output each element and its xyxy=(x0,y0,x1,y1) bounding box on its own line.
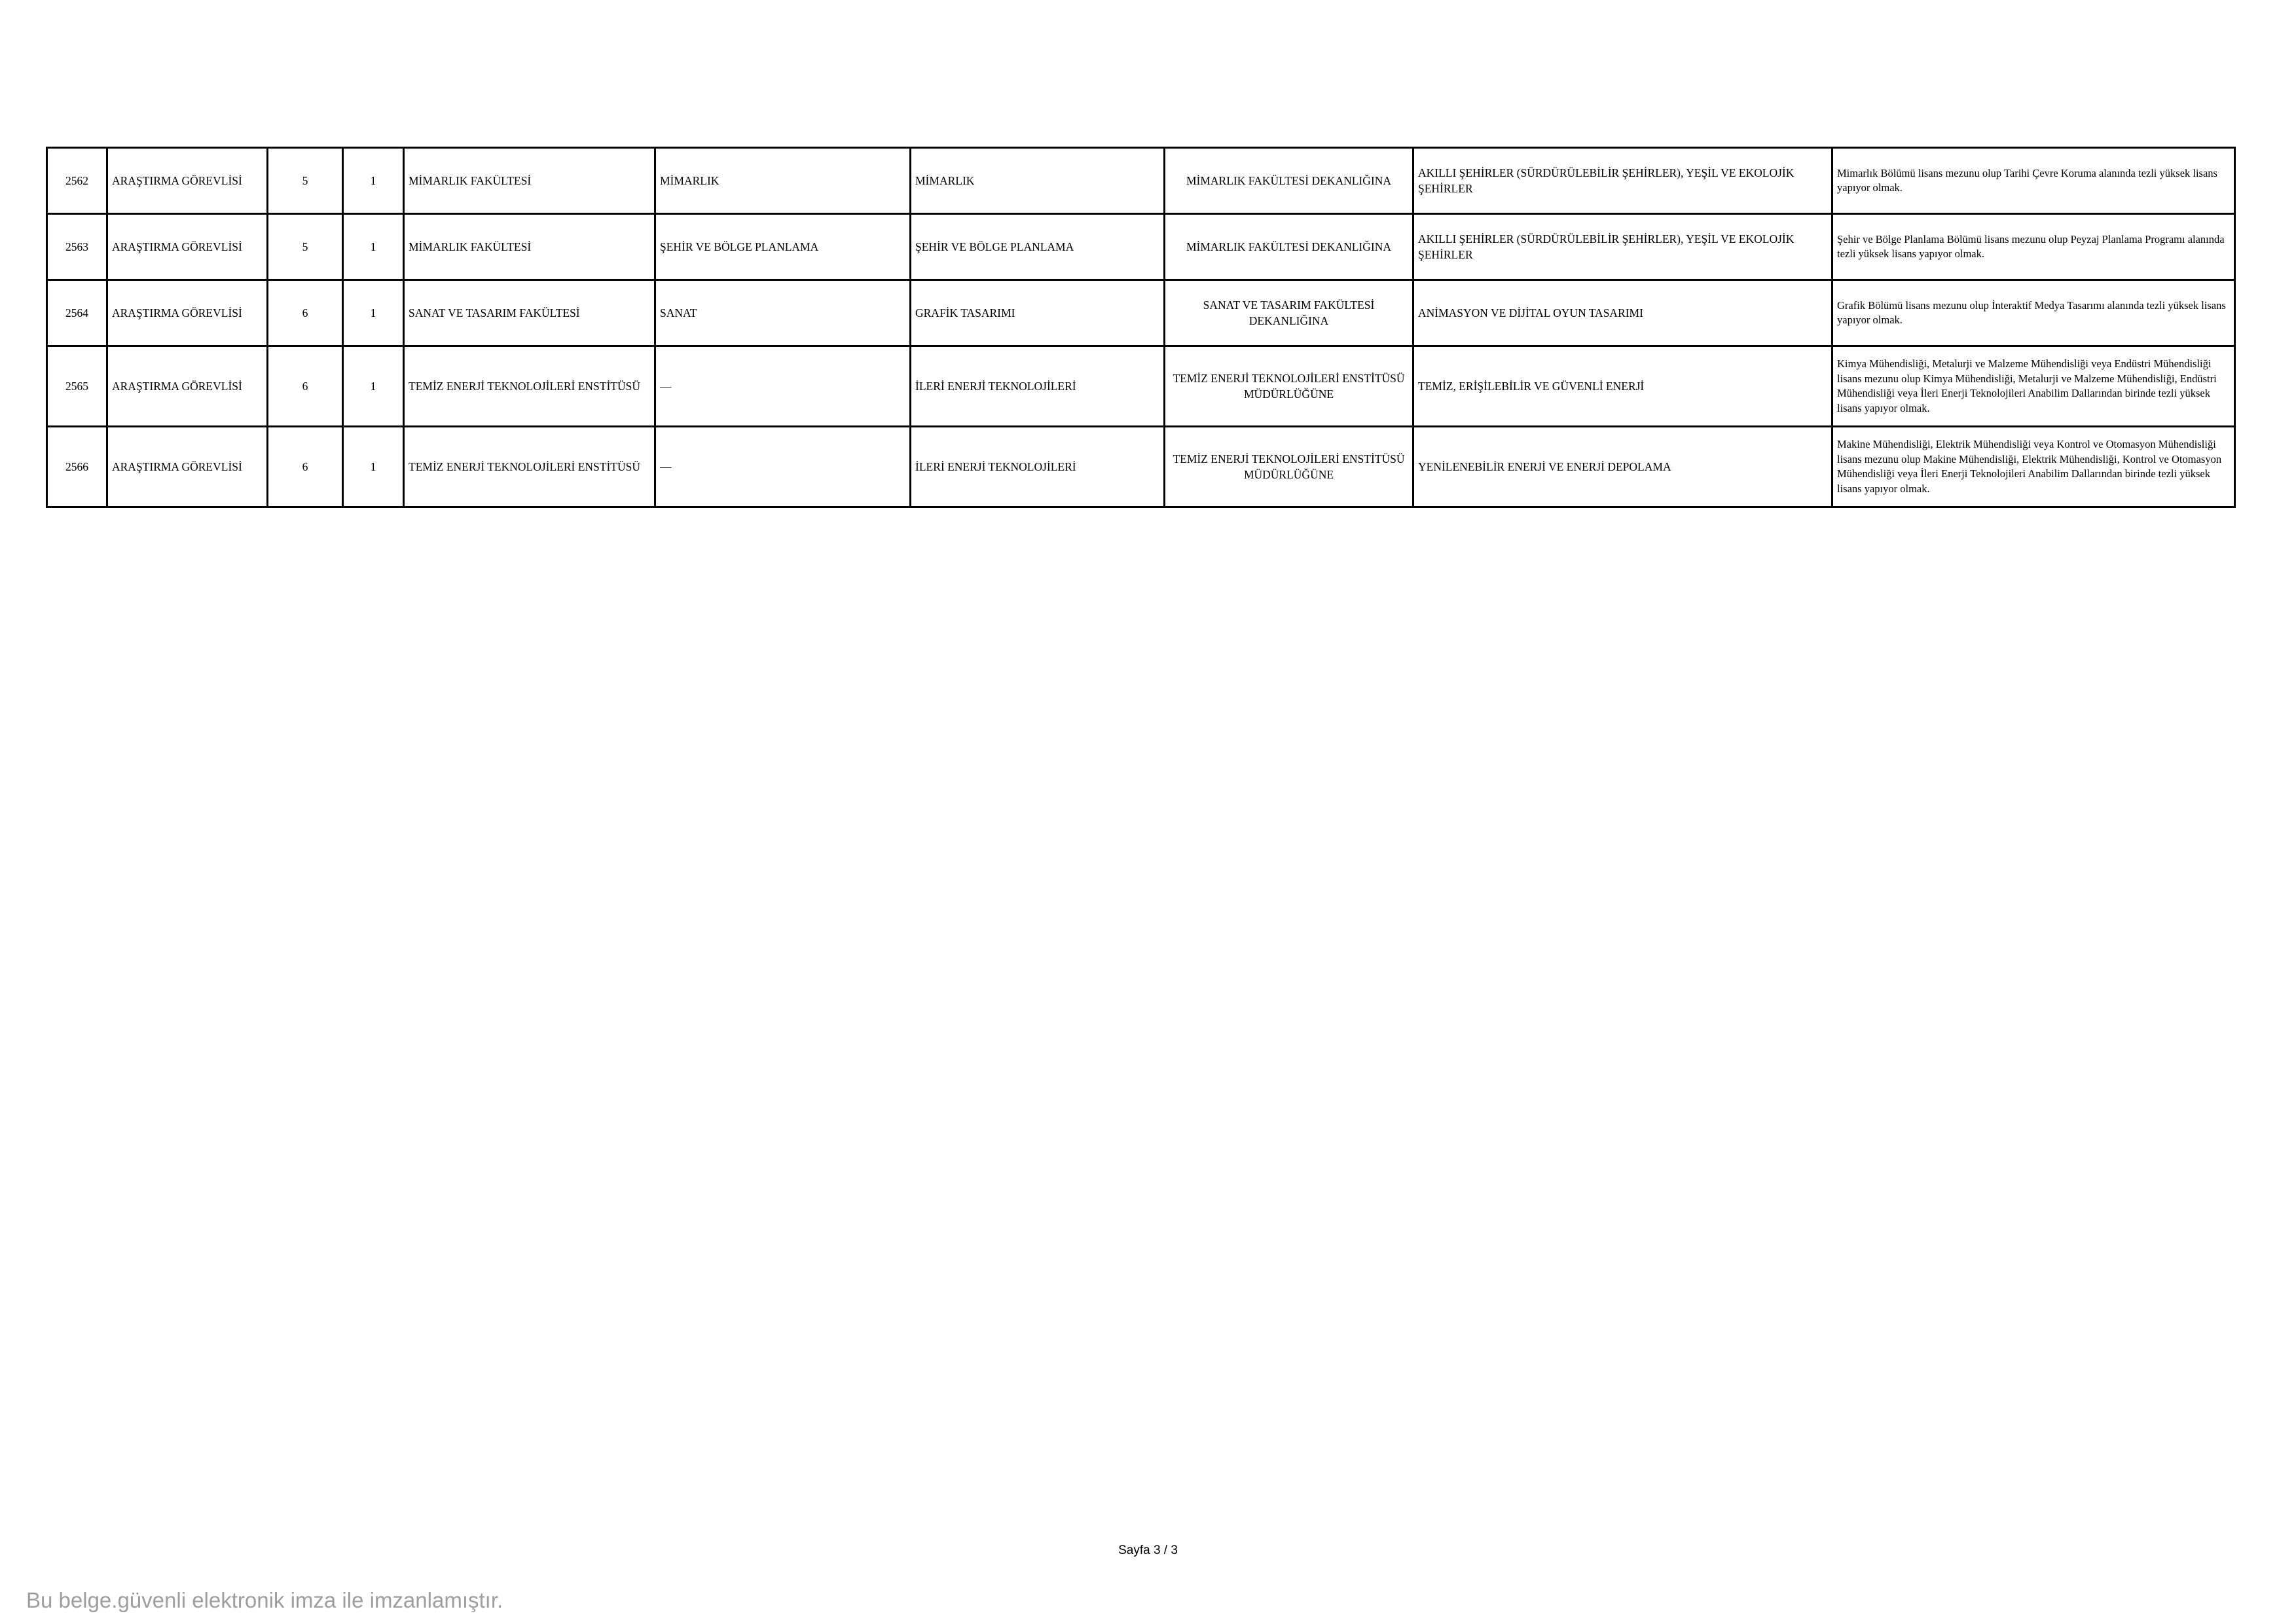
position-title: ARAŞTIRMA GÖREVLİSİ xyxy=(107,214,268,280)
position-unit: MİMARLIK FAKÜLTESİ xyxy=(404,148,655,214)
position-degree: 6 xyxy=(268,280,343,346)
position-requirement: Şehir ve Bölge Planlama Bölümü lisans mezunu olup Peyzaj Planlama Programı alanında tezli yüksek lisans yapıyor olmak. xyxy=(1832,214,2235,280)
position-requirement: Kimya Mühendisliği, Metalurji ve Malzeme Mühendisliği veya Endüstri Mühendisliği lisans mezunu olup Kimya Mühendisliği, Metalurji ve Malzeme Mühendisliği, Endüstri Mühendisliği veya İleri Enerji Teknolojileri Anabilim Dallarından birinde tezli yüksek lisans yapıyor olmak. xyxy=(1832,346,2235,427)
positions-table xyxy=(46,147,2236,508)
position-unit: TEMİZ ENERJİ TEKNOLOJİLERİ ENSTİTÜSÜ xyxy=(404,346,655,427)
position-field: YENİLENEBİLİR ENERJİ VE ENERJİ DEPOLAMA xyxy=(1413,427,1832,507)
position-department: ŞEHİR VE BÖLGE PLANLAMA xyxy=(655,214,911,280)
position-count: 1 xyxy=(343,427,404,507)
position-field: AKILLI ŞEHİRLER (SÜRDÜRÜLEBİLİR ŞEHİRLER), YEŞİL VE EKOLOJİK ŞEHİRLER xyxy=(1413,148,1832,214)
position-title: ARAŞTIRMA GÖREVLİSİ xyxy=(107,148,268,214)
position-program: İLERİ ENERJİ TEKNOLOJİLERİ xyxy=(911,427,1165,507)
position-degree: 5 xyxy=(268,148,343,214)
position-count: 1 xyxy=(343,214,404,280)
position-program: GRAFİK TASARIMI xyxy=(911,280,1165,346)
position-authority: TEMİZ ENERJİ TEKNOLOJİLERİ ENSTİTÜSÜ MÜDÜRLÜĞÜNE xyxy=(1165,427,1413,507)
position-field: ANİMASYON VE DİJİTAL OYUN TASARIMI xyxy=(1413,280,1832,346)
position-authority: TEMİZ ENERJİ TEKNOLOJİLERİ ENSTİTÜSÜ MÜDÜRLÜĞÜNE xyxy=(1165,346,1413,427)
position-number: 2564 xyxy=(47,280,107,346)
position-field: AKILLI ŞEHİRLER (SÜRDÜRÜLEBİLİR ŞEHİRLER), YEŞİL VE EKOLOJİK ŞEHİRLER xyxy=(1413,214,1832,280)
position-number: 2565 xyxy=(47,346,107,427)
position-count: 1 xyxy=(343,280,404,346)
position-department: — xyxy=(655,346,911,427)
position-authority: SANAT VE TASARIM FAKÜLTESİ DEKANLIĞINA xyxy=(1165,280,1413,346)
position-department: — xyxy=(655,427,911,507)
position-authority: MİMARLIK FAKÜLTESİ DEKANLIĞINA xyxy=(1165,214,1413,280)
position-unit: SANAT VE TASARIM FAKÜLTESİ xyxy=(404,280,655,346)
position-requirement: Grafik Bölümü lisans mezunu olup İnteraktif Medya Tasarımı alanında tezli yüksek lisans yapıyor olmak. xyxy=(1832,280,2235,346)
position-number: 2562 xyxy=(47,148,107,214)
position-authority: MİMARLIK FAKÜLTESİ DEKANLIĞINA xyxy=(1165,148,1413,214)
table-row xyxy=(47,280,2235,346)
position-program: MİMARLIK xyxy=(911,148,1165,214)
position-department: MİMARLIK xyxy=(655,148,911,214)
position-unit: TEMİZ ENERJİ TEKNOLOJİLERİ ENSTİTÜSÜ xyxy=(404,427,655,507)
position-requirement: Mimarlık Bölümü lisans mezunu olup Tarihi Çevre Koruma alanında tezli yüksek lisans yapıyor olmak. xyxy=(1832,148,2235,214)
position-department: SANAT xyxy=(655,280,911,346)
table-row xyxy=(47,148,2235,214)
position-field: TEMİZ, ERİŞİLEBİLİR VE GÜVENLİ ENERJİ xyxy=(1413,346,1832,427)
position-number: 2566 xyxy=(47,427,107,507)
position-count: 1 xyxy=(343,346,404,427)
position-degree: 5 xyxy=(268,214,343,280)
position-title: ARAŞTIRMA GÖREVLİSİ xyxy=(107,280,268,346)
position-program: ŞEHİR VE BÖLGE PLANLAMA xyxy=(911,214,1165,280)
position-degree: 6 xyxy=(268,346,343,427)
position-number: 2563 xyxy=(47,214,107,280)
position-requirement: Makine Mühendisliği, Elektrik Mühendisliği veya Kontrol ve Otomasyon Mühendisliği lisans mezunu olup Makine Mühendisliği, Elektrik Mühendisliği, Kontrol ve Otomasyon Mühendisliği veya İleri Enerji Teknolojileri Anabilim Dallarından birinde tezli yüksek lisans yapıyor olmak. xyxy=(1832,427,2235,507)
position-unit: MİMARLIK FAKÜLTESİ xyxy=(404,214,655,280)
position-degree: 6 xyxy=(268,427,343,507)
position-count: 1 xyxy=(343,148,404,214)
table-row xyxy=(47,346,2235,427)
e-signature-note: Bu belge.güvenli elektronik imza ile imzanlamıştır. xyxy=(26,1588,503,1612)
table-row xyxy=(47,427,2235,507)
page-number: Sayfa 3 / 3 xyxy=(1118,1543,1178,1557)
position-program: İLERİ ENERJİ TEKNOLOJİLERİ xyxy=(911,346,1165,427)
position-title: ARAŞTIRMA GÖREVLİSİ xyxy=(107,346,268,427)
position-title: ARAŞTIRMA GÖREVLİSİ xyxy=(107,427,268,507)
table-row xyxy=(47,214,2235,280)
